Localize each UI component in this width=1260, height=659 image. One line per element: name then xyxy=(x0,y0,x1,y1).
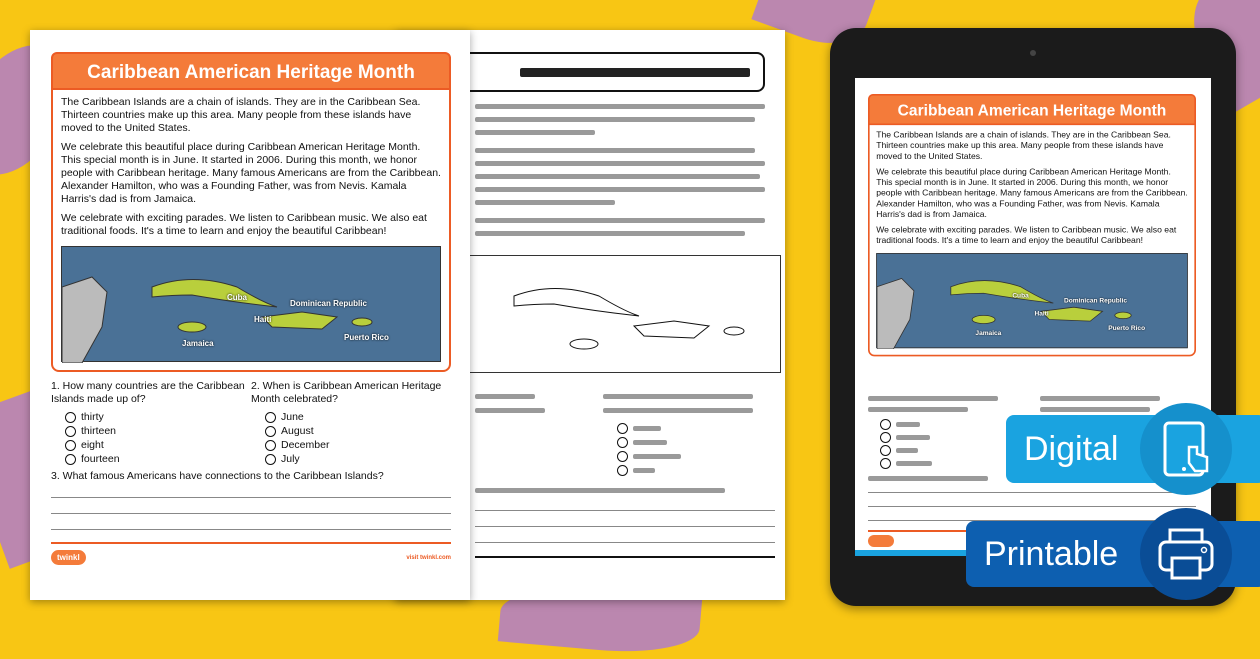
map-islands xyxy=(62,247,442,363)
map-label: Haiti xyxy=(254,315,272,324)
radio[interactable] xyxy=(265,440,276,451)
radio[interactable] xyxy=(265,454,276,465)
question-3: 3. What famous Americans have connections to the Caribbean Islands? xyxy=(51,470,384,482)
map-label: Puerto Rico xyxy=(1108,324,1146,332)
option: August xyxy=(281,424,314,437)
worksheet-title: Caribbean American Heritage Month xyxy=(51,52,451,90)
map-label: Cuba xyxy=(1012,291,1029,299)
map-label: Puerto Rico xyxy=(344,333,389,342)
map-label: Dominican Republic xyxy=(1063,296,1128,304)
radio[interactable] xyxy=(65,454,76,465)
option: December xyxy=(281,438,330,451)
digital-label: Digital xyxy=(1024,429,1119,468)
twinkl-logo-mark xyxy=(868,535,894,547)
option: fourteen xyxy=(81,452,120,465)
radio[interactable] xyxy=(65,412,76,423)
paragraph: The Caribbean Islands are a chain of islands. They are in the Caribbean Sea. Thirteen countries make up this area. Many people from these islands have moved to the United States. xyxy=(61,96,421,134)
tablet-camera xyxy=(1030,50,1036,56)
paragraph: The Caribbean Islands are a chain of islands. They are in the Caribbean Sea. Thirteen countries make up this area. Many people from these islands have moved to the United States. xyxy=(876,130,1171,162)
map-label: Dominican Republic xyxy=(290,299,367,308)
reading-box xyxy=(51,52,451,372)
map-label: Jamaica xyxy=(975,329,1002,337)
option: July xyxy=(281,452,300,465)
footer-url: visit twinkl.com xyxy=(406,554,451,561)
printable-worksheet-front xyxy=(30,30,470,600)
worksheet-title: Caribbean American Heritage Month xyxy=(868,94,1196,125)
answer-line[interactable] xyxy=(51,498,451,514)
printable-label: Printable xyxy=(984,534,1119,573)
paragraph: We celebrate this beautiful place during Caribbean American Heritage Month. This special month is in June. It started in 2006. During this month, we honor people with Caribbean heritage. Many famous Americans are from the Caribbean. Alexander Hamilton, who was a Founding Father, was from Nevis. Kamala Harris's dad is from Jamaica. xyxy=(876,166,1188,220)
option: June xyxy=(281,410,304,423)
worksheet xyxy=(51,52,451,565)
caribbean-map xyxy=(61,246,441,362)
option: thirty xyxy=(81,410,104,423)
printer-icon xyxy=(1140,508,1232,600)
paragraph: We celebrate this beautiful place during Caribbean American Heritage Month. This special month is in June. It started in 2006. During this month, we honor people with Caribbean heritage. Many famous Americans are from the Caribbean. Alexander Hamilton, who was a Founding Father, was from Nevis. Kamala Harris's dad is from Jamaica. xyxy=(61,141,441,205)
question-1: 1. How many countries are the Caribbean Islands made up of? xyxy=(51,380,245,405)
option: thirteen xyxy=(81,424,117,437)
radio[interactable] xyxy=(65,426,76,437)
map-label: Haiti xyxy=(1034,309,1049,318)
radio[interactable] xyxy=(265,412,276,423)
answer-line[interactable] xyxy=(51,482,451,498)
paragraph: We celebrate with exciting parades. We listen to Caribbean music. We also eat traditional foods. It's a time to learn and enjoy the beautiful Caribbean! xyxy=(876,225,1177,246)
radio[interactable] xyxy=(265,426,276,437)
question-2: 2. When is Caribbean American Heritage Month celebrated? xyxy=(251,380,442,405)
map-label: Jamaica xyxy=(182,339,214,348)
map-label: Cuba xyxy=(227,293,247,302)
paragraph: We celebrate with exciting parades. We listen to Caribbean music. We also eat traditional foods. It's a time to learn and enjoy the beautiful Caribbean! xyxy=(61,212,427,237)
twinkl-logo: twinkl xyxy=(51,550,86,565)
tablet-touch-icon xyxy=(1140,403,1232,495)
option: eight xyxy=(81,438,104,451)
answer-line[interactable] xyxy=(51,514,451,530)
radio[interactable] xyxy=(65,440,76,451)
